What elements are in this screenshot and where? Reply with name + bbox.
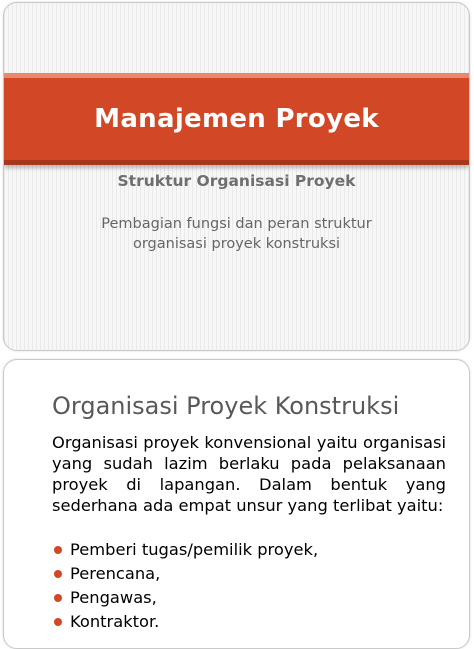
bullet-dot-icon <box>54 570 62 578</box>
content-slide <box>3 359 470 649</box>
content-slide-paragraph: Organisasi proyek konvensional yaitu organisasi yang sudah lazim berlaku pada pelaksanaan proyek di lapangan. Dalam bentuk yang sederhana ada empat unsur yang terlibat yaitu: <box>52 433 446 515</box>
title-slide <box>3 2 470 351</box>
bullet-list <box>52 538 318 634</box>
slide-description: Pembagian fungsi dan peran struktur organisasi proyek konstruksi <box>101 216 372 252</box>
bullet-item <box>52 610 318 634</box>
bullet-item <box>52 562 318 586</box>
bullet-text: Perencana, <box>70 564 161 583</box>
bullet-text: Kontraktor. <box>70 612 160 631</box>
slide-title: Manajemen Proyek <box>94 104 379 134</box>
bullet-dot-icon <box>54 618 62 626</box>
bullet-dot-icon <box>54 546 62 554</box>
bullet-dot-icon <box>54 594 62 602</box>
title-band <box>4 73 469 165</box>
bullet-item <box>52 538 318 562</box>
bullet-text: Pemberi tugas/pemilik proyek, <box>70 540 319 559</box>
slide-subtitle: Struktur Organisasi Proyek <box>117 172 356 190</box>
bullet-text: Pengawas, <box>70 588 157 607</box>
bullet-item <box>52 586 318 610</box>
content-slide-title: Organisasi Proyek Konstruksi <box>52 392 400 420</box>
